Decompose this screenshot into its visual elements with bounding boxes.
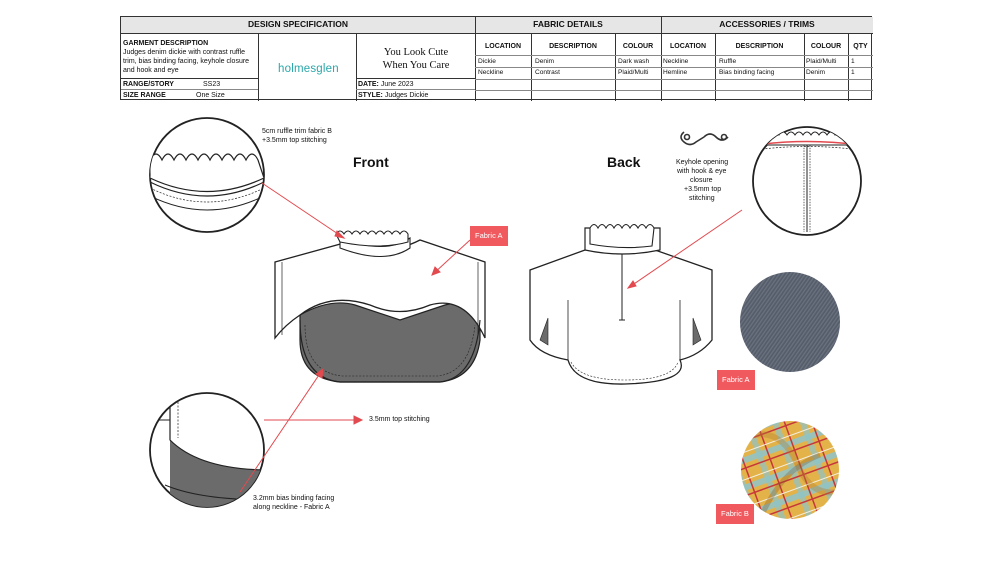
keyhole-callout-line-5: stitching: [689, 195, 715, 202]
trims-row-1-description: Ruffle: [719, 58, 737, 65]
keyhole-callout-line-3: closure: [690, 177, 713, 184]
fabric-col-location: LOCATION: [484, 43, 522, 50]
fabric-details-title: FABRIC DETAILS: [475, 17, 661, 33]
fabric-row-2-colour: Plaid/Multi: [618, 69, 649, 76]
slogan-line-2: When You Care: [382, 60, 450, 71]
back-body: [530, 246, 712, 384]
bias-binding-detail-circle: [150, 393, 270, 520]
ruffle-callout-line-1: 5cm ruffle trim fabric B: [262, 128, 332, 135]
fabric-row-2-location: Neckline: [478, 69, 504, 76]
slogan-line-1: You Look Cute: [383, 47, 449, 58]
holmesglen-logo: holmesglen: [278, 63, 339, 75]
trims-col-location: LOCATION: [669, 43, 707, 50]
ruffle-callout-line-2: +3.5mm top stitching: [262, 137, 327, 144]
keyhole-callout-line-1: Keyhole opening: [676, 159, 729, 166]
accessories-trims-title: ACCESSORIES / TRIMS: [661, 17, 873, 33]
date-value: June 2023: [380, 81, 414, 88]
size-range-label: SIZE RANGE: [123, 92, 166, 99]
fabric-col-colour: COLOUR: [622, 43, 654, 50]
trims-row-2-location: Hemline: [663, 69, 688, 76]
design-spec-title: DESIGN SPECIFICATION: [121, 17, 475, 33]
trims-row-2-colour: Denim: [806, 69, 826, 76]
range-story-value: SS23: [203, 81, 221, 88]
date-label: DATE:: [358, 81, 379, 88]
fabric-row-1-description: Denim: [535, 58, 555, 65]
trims-row-1-location: Neckline: [663, 58, 689, 65]
front-facing-grey: [300, 303, 480, 382]
fabric-row-1-location: Dickie: [478, 58, 496, 65]
keyhole-callout-line-2: with hook & eye: [677, 168, 727, 175]
fabric-row-2-description: Contrast: [535, 69, 560, 76]
bias-callout-line-1: 3.2mm bias binding facing: [253, 495, 335, 502]
back-view-title: Back: [607, 154, 641, 170]
style-label: STYLE:: [358, 92, 383, 99]
trims-col-colour: COLOUR: [810, 43, 842, 50]
keyhole-callout-line-4: +3.5mm top: [684, 186, 722, 193]
fabric-a-tag-front: Fabric A: [470, 226, 508, 246]
trims-col-qty: QTY: [853, 43, 868, 50]
front-ruffle: [336, 231, 408, 246]
trims-row-2-qty: 1: [851, 69, 855, 76]
style-value: Judges Dickie: [384, 92, 429, 99]
bias-callout-line-2: along neckline - Fabric A: [253, 504, 330, 511]
fabric-b-tag-swatch: Fabric B: [716, 504, 754, 524]
front-view-title: Front: [353, 154, 389, 170]
range-story-label: RANGE/STORY: [123, 81, 174, 88]
fabric-row-1-colour: Dark wash: [618, 58, 650, 65]
back-ruffle: [590, 225, 654, 248]
fabric-col-description: DESCRIPTION: [549, 43, 597, 50]
trims-col-description: DESCRIPTION: [735, 43, 784, 50]
fabric-a-swatch: [740, 272, 840, 372]
trims-row-1-qty: 1: [851, 58, 855, 65]
garment-description-text: Judges denim dickie with contrast ruffle trim, bias binding facing, keyhole closure and hook and eye: [123, 49, 250, 74]
back-dickie-drawing: [530, 225, 712, 385]
fabric-a-tag-swatch: Fabric A: [717, 370, 755, 390]
hook-and-eye-icon: [681, 132, 728, 145]
keyhole-detail-circle: [753, 127, 861, 235]
topstitch-callout: 3.5mm top stitching: [369, 416, 430, 423]
ruffle-detail-circle: [150, 118, 264, 232]
garment-description-label: GARMENT DESCRIPTION: [123, 40, 209, 47]
trims-row-1-colour: Plaid/Multi: [806, 58, 837, 65]
trims-row-2-description: Bias binding facing: [719, 69, 775, 76]
size-range-value: One Size: [196, 92, 225, 99]
front-dickie-drawing: [275, 231, 485, 382]
